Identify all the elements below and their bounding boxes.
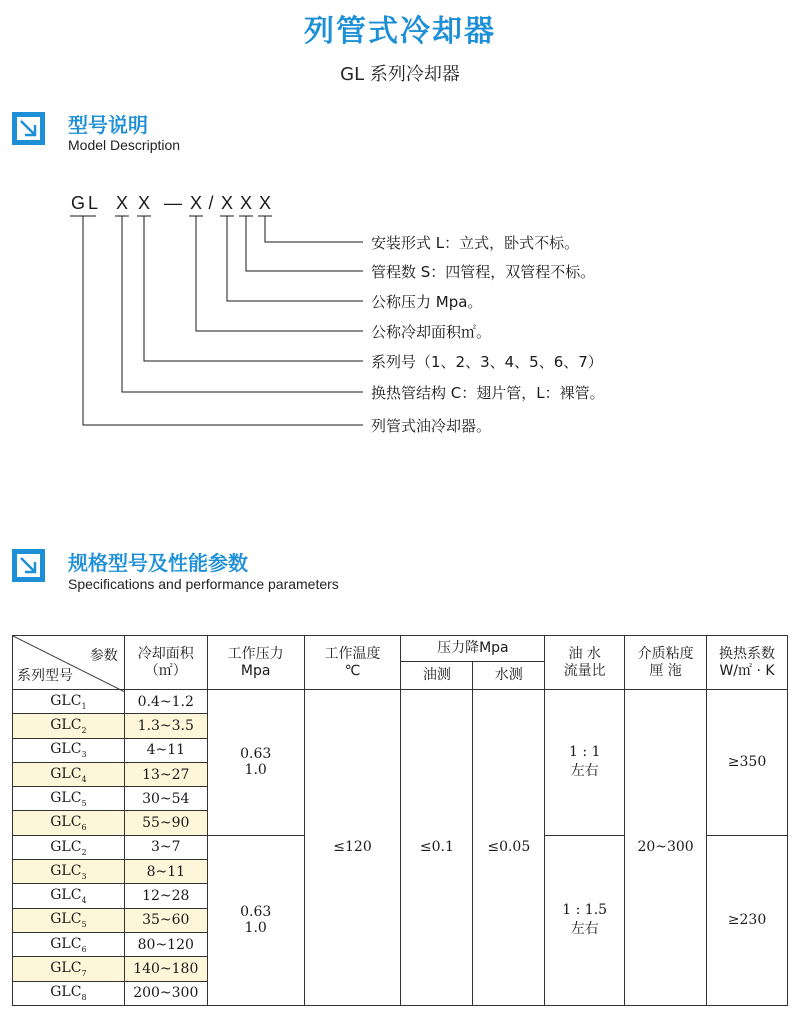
header-pressure: 工作压力 Mpa [207, 636, 304, 690]
header-viscosity: 介质粘度 厘 沲 [625, 636, 707, 690]
desc-type: 列管式油冷却器。 [371, 417, 492, 435]
model-cell: $GLC_3$ [13, 738, 125, 762]
model-cell: $GLC_1$ [13, 690, 125, 714]
arrow-down-right-icon [12, 549, 45, 582]
header-temp: 工作温度 ℃ [304, 636, 401, 690]
model-cell: $GLC_7$ [13, 957, 125, 981]
area-cell: 3~7 [124, 835, 207, 859]
area-cell: 4~11 [124, 738, 207, 762]
header-water-side: 水测 [473, 662, 545, 690]
code-char-l: L [87, 193, 98, 213]
desc-install: 安装形式 L：立式，卧式不标。 [371, 234, 580, 252]
code-char-slash: / [208, 193, 214, 213]
model-cell: $GLC_2$ [13, 835, 125, 859]
model-cell: $GLC_8$ [13, 981, 125, 1005]
pressure-group-a: 0.63 1.0 [207, 690, 304, 836]
desc-pressure: 公称压力 Mpa。 [371, 293, 483, 311]
header-flow-ratio: 油 水 流量比 [545, 636, 625, 690]
model-code-connectors [0, 0, 800, 440]
area-cell: 140~180 [124, 957, 207, 981]
desc-series: 系列号（1、2、3、4、5、6、7） [371, 353, 603, 371]
desc-passes: 管程数 S：四管程，双管程不标。 [371, 263, 596, 281]
model-section-subtitle: Model Description [68, 137, 181, 153]
code-char-x4: X [220, 193, 233, 213]
area-cell: 55~90 [124, 811, 207, 835]
code-char-x1: X [115, 193, 128, 213]
coef-group-b: ≥230 [707, 835, 788, 1005]
spec-table [12, 635, 788, 1006]
model-cell: $GLC_3$ [13, 860, 125, 884]
page-subtitle: GL 系列冷却器 [340, 64, 460, 85]
model-cell: $GLC_4$ [13, 884, 125, 908]
model-cell: $GLC_5$ [13, 908, 125, 932]
area-cell: 8~11 [124, 860, 207, 884]
model-cell: $GLC_5$ [13, 787, 125, 811]
area-cell: 80~120 [124, 932, 207, 956]
temp-value: ≤120 [304, 690, 401, 1006]
pressure-group-b: 0.63 1.0 [207, 835, 304, 1005]
area-cell: 0.4~1.2 [124, 690, 207, 714]
model-cell: $GLC_6$ [13, 811, 125, 835]
code-char-x3: X [189, 193, 202, 213]
code-char-dash: — [164, 193, 182, 213]
header-param-series [13, 636, 125, 690]
code-char-g: G [70, 193, 85, 213]
header-param: 参数 [89, 648, 118, 664]
spec-section-subtitle: Specifications and performance parameters [68, 576, 339, 592]
table-row [13, 690, 788, 714]
header-oil-side: 油测 [401, 662, 473, 690]
page-title: 列管式冷却器 [304, 14, 496, 49]
water-drop-value: ≤0.05 [473, 690, 545, 1006]
coef-group-a: ≥350 [707, 690, 788, 836]
code-char-x6: X [258, 193, 271, 213]
oil-drop-value: ≤0.1 [401, 690, 473, 1006]
code-char-x2: X [137, 193, 150, 213]
area-cell: 30~54 [124, 787, 207, 811]
model-cell: $GLC_2$ [13, 714, 125, 738]
model-section-title: 型号说明 [68, 113, 148, 137]
header-series: 系列型号 [17, 668, 73, 684]
model-cell: $GLC_4$ [13, 762, 125, 786]
code-char-x5: X [239, 193, 252, 213]
area-cell: 13~27 [124, 762, 207, 786]
desc-area: 公称冷却面积㎡。 [371, 323, 492, 341]
desc-tube: 换热管结构 C：翅片管，L：裸管。 [371, 384, 605, 402]
area-cell: 1.3~3.5 [124, 714, 207, 738]
spec-section-title: 规格型号及性能参数 [68, 551, 248, 575]
area-cell: 35~60 [124, 908, 207, 932]
header-pressure-drop: 压力降Mpa [401, 636, 545, 662]
area-cell: 12~28 [124, 884, 207, 908]
ratio-group-a: 1 : 1 左右 [545, 690, 625, 836]
header-area: 冷却面积 （㎡） [124, 636, 207, 690]
header-coef: 换热系数 W/㎡ · K [707, 636, 788, 690]
viscosity-value: 20~300 [625, 690, 707, 1006]
model-cell: $GLC_6$ [13, 932, 125, 956]
area-cell: 200~300 [124, 981, 207, 1005]
ratio-group-b: 1 : 1.5 左右 [545, 835, 625, 1005]
